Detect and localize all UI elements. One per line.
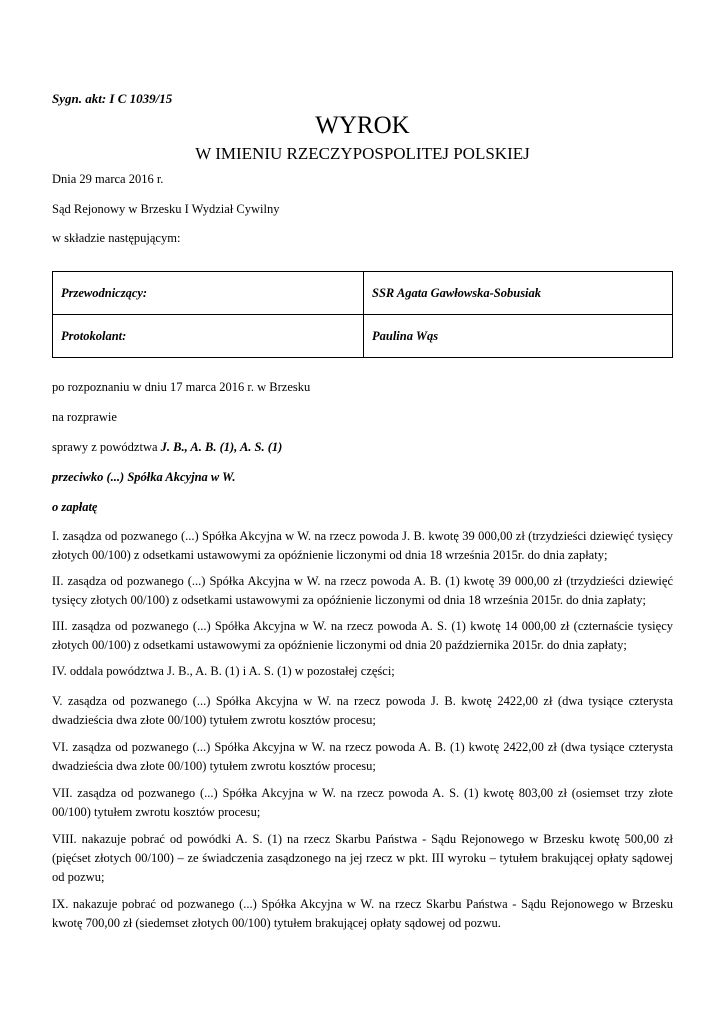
judgment-date: Dnia 29 marca 2016 r. bbox=[52, 172, 164, 186]
ruling-item: IV. oddala powództwa J. B., A. B. (1) i A. S. (1) w pozostałej części; bbox=[52, 664, 395, 678]
ruling-item: I. zasądza od pozwanego (...) Spółka Akcyjna w W. na rzecz powoda J. B. kwotę 39 000,00 zł (trzydzieści dziewięć tysięcy złotych 00/100) z odsetkami ustawowymi za opóźnienie liczonymi od dnia 18 września 2015r. do dnia zapłaty; bbox=[52, 529, 673, 562]
examination-date: po rozpoznaniu w dniu 17 marca 2016 r. w Brzesku bbox=[52, 380, 311, 394]
plaintiffs: J. B., A. B. (1), A. S. (1) bbox=[160, 440, 283, 454]
clerk-label: Protokolant: bbox=[53, 315, 364, 358]
defendant: przeciwko (...) Spółka Akcyjna w W. bbox=[52, 470, 236, 484]
ruling-item: VII. zasądza od pozwanego (...) Spółka Akcyjna w W. na rzecz powoda A. S. (1) kwotę 803,00 zł (osiemset trzy złote 00/100) tytułem zwrotu kosztów procesu; bbox=[52, 786, 673, 819]
hearing-type: na rozprawie bbox=[52, 410, 117, 424]
table-row bbox=[53, 315, 673, 358]
court-name: Sąd Rejonowy w Brzesku I Wydział Cywilny bbox=[52, 202, 280, 216]
document-title: WYROK bbox=[315, 112, 410, 139]
ruling-item: VIII. nakazuje pobrać od powódki A. S. (1) na rzecz Skarbu Państwa - Sądu Rejonowego w Brzesku kwotę 500,00 zł (pięćset złotych 00/100) – ze świadczenia zasądzonego na jej rzecz w pkt. III wyroku – tytułem brakującej opłaty sądowej od pozwu; bbox=[52, 832, 673, 884]
case-signature: Sygn. akt: I C 1039/15 bbox=[52, 91, 173, 106]
case-prefix: sprawy z powództwa bbox=[52, 440, 161, 454]
ruling-item: II. zasądza od pozwanego (...) Spółka Akcyjna w W. na rzecz powoda A. B. (1) kwotę 39 000,00 zł (trzydzieści dziewięć tysięcy złotych 00/100) z odsetkami ustawowymi za opóźnienie liczonymi od dnia 18 września 2015r. do dnia zapłaty; bbox=[52, 574, 673, 607]
presiding-judge-name: SSR Agata Gawłowska-Sobusiak bbox=[364, 272, 673, 315]
composition-label: w składzie następującym: bbox=[52, 231, 181, 245]
clerk-name: Paulina Wąs bbox=[364, 315, 673, 358]
ruling-item: VI. zasądza od pozwanego (...) Spółka Akcyjna w W. na rzecz powoda A. B. (1) kwotę 2422,00 zł (dwa tysiące czterysta dwadzieścia dwa złote 00/100) tytułem zwrotu kosztów procesu; bbox=[52, 740, 673, 773]
court-composition-table bbox=[52, 271, 673, 358]
ruling-item: V. zasądza od pozwanego (...) Spółka Akcyjna w W. na rzecz powoda J. B. kwotę 2422,00 zł (dwa tysiące czterysta dwadzieścia dwa złote 00/100) tytułem zwrotu kosztów procesu; bbox=[52, 694, 673, 727]
table-row bbox=[53, 272, 673, 315]
ruling-item: IX. nakazuje pobrać od pozwanego (...) Spółka Akcyjna w W. na rzecz Skarbu Państwa - Sądu Rejonowego w Brzesku kwotę 700,00 zł (siedemset złotych 00/100) tytułem brakującej opłaty sądowej od pozwu. bbox=[52, 897, 673, 930]
case-subject: o zapłatę bbox=[52, 500, 98, 514]
document-subtitle: W IMIENIU RZECZYPOSPOLITEJ POLSKIEJ bbox=[195, 144, 530, 163]
presiding-judge-label: Przewodniczący: bbox=[53, 272, 364, 315]
case-parties bbox=[52, 440, 282, 455]
ruling-item: III. zasądza od pozwanego (...) Spółka Akcyjna w W. na rzecz powoda A. S. (1) kwotę 14 000,00 zł (czternaście tysięcy złotych 00/100) z odsetkami ustawowymi za opóźnienie liczonymi od dnia 20 października 2015r. do dnia zapłaty; bbox=[52, 619, 673, 652]
